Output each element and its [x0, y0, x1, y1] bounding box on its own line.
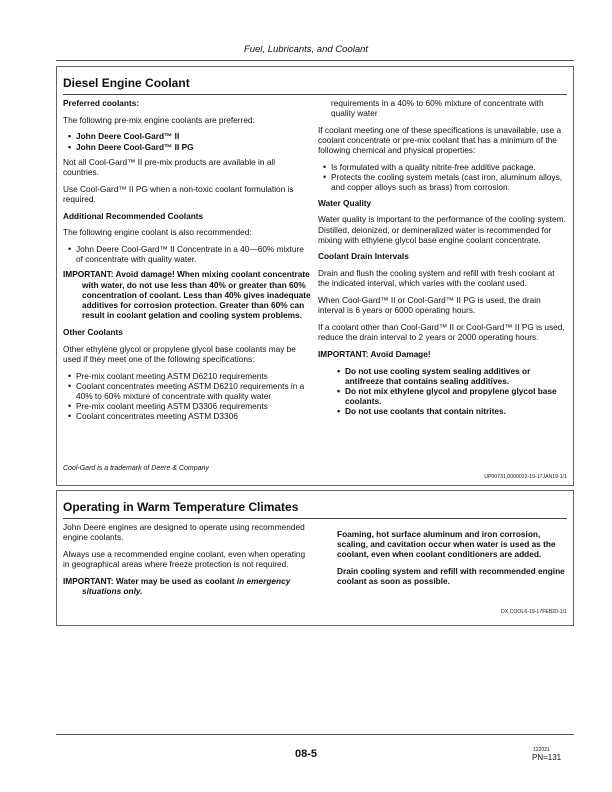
pg-note: Use Cool-Gard™ II PG when a non-toxic coolant formulation is required.: [63, 183, 294, 204]
running-header: Fuel, Lubricants, and Coolant: [243, 44, 369, 55]
diesel-coolant-section: [56, 66, 574, 486]
list-item: • Coolant concentrates meeting ASTM D3306: [63, 411, 311, 421]
drain-text: Drain and flush the cooling system and refill with fresh coolant at the indicated interval, which varies with the coolant used.: [318, 268, 555, 289]
right-column: [337, 529, 567, 593]
section-title: Operating in Warm Temperature Climates: [63, 500, 299, 514]
paragraph: Drain cooling system and refill with recommended engine coolant as soon as possible.: [337, 566, 565, 587]
right-column: [318, 98, 566, 422]
list-item: • John Deere Cool-Gard™ II: [63, 131, 311, 141]
preferred-heading: Preferred coolants:: [63, 98, 140, 108]
list-item: • Pre-mix coolant meeting ASTM D3306 requirements: [63, 401, 311, 411]
header-rule: [56, 60, 574, 61]
water-heading: Water Quality: [318, 197, 372, 208]
section-title: Diesel Engine Coolant: [63, 76, 190, 90]
title-rule: [63, 94, 567, 95]
footer-code: 122021: [533, 747, 550, 753]
list-item: • Pre-mix coolant meeting ASTM D6210 requirements: [63, 371, 311, 381]
paragraph: John Deere engines are designed to operate using recommended engine coolants.: [63, 522, 305, 543]
other-intro: Other ethylene glycol or propylene glycol base coolants may be used if they meet one of the following specifications:: [63, 343, 296, 364]
properties-list: [318, 162, 566, 193]
page-number: 08-5: [294, 748, 318, 760]
left-column: [63, 522, 311, 603]
footer-rule: [56, 734, 574, 735]
reference-code: DX,COOL6-19-17FEB20-1/1: [500, 609, 567, 615]
list-item: • Do not use cooling system sealing additives or antifreeze that contains sealing additives.: [332, 366, 566, 386]
water-text: Water quality is important to the performance of the cooling system. Distilled, deionized, or demineralized water is recommended for mixing with ethylene glycol base engine coolant concentrate.: [318, 214, 566, 245]
important-list: [332, 366, 566, 417]
important-emphasis: in emergency situations only.: [82, 575, 291, 597]
pn-label: PN=131: [532, 753, 562, 762]
important-lead: IMPORTANT: Water may be used as coolant: [63, 575, 237, 586]
paragraph: Foaming, hot surface aluminum and iron corrosion, scaling, and cavitation occur when water is used as the coolant, even when coolant conditioners are added.: [337, 529, 556, 560]
drain-other: If a coolant other than Cool-Gard™ II or Cool-Gard™ II PG is used, reduce the drain interval to 2 years or 2000 operating hours.: [318, 321, 565, 343]
trademark-note: Cool-Gard is a trademark of Deere & Company: [63, 465, 209, 472]
additional-intro: The following engine coolant is also recommended:: [63, 227, 252, 238]
list-item: • Do not mix ethylene glycol and propylene glycol base coolants.: [332, 386, 566, 406]
other-list: [63, 371, 311, 422]
list-item: • John Deere Cool-Gard™ II Concentrate in a 40—60% mixture of concentrate with quality water.: [63, 244, 311, 264]
if-unavailable: If coolant meeting one of these specifications is unavailable, use a coolant concentrate or pre-mix coolant that has a minimum of the following chemical and physical properties:: [318, 124, 562, 156]
list-item: • Is formulated with a quality nitrite-free additive package.: [318, 162, 566, 172]
drain-when: When Cool-Gard™ II or Cool-Gard™ II PG is used, the drain interval is 6 years or 6000 operating hours.: [318, 295, 541, 316]
reference-code: UP00731,0000022-19-17JAN19-1/1: [484, 474, 567, 480]
important-heading: IMPORTANT: Avoid Damage!: [318, 348, 431, 359]
additional-list: [63, 244, 311, 264]
left-column: [63, 98, 311, 427]
preferred-intro: The following pre-mix engine coolants are preferred:: [63, 114, 255, 125]
continued-item: requirements in a 40% to 60% mixture of concentrate with quality water: [331, 98, 544, 119]
additional-heading: Additional Recommended Coolants: [63, 210, 204, 221]
important-mixing: IMPORTANT: Avoid damage! When mixing coolant concentrate with water, do not use less than 40% or greater than 60% concentration of coolant. Less than 40% gives inadequate additives for corrosion protection. Greater than 60% can result in coolant gelation and cooling system problems.: [63, 269, 311, 321]
paragraph: Always use a recommended engine coolant, even when operating in geographical areas where freeze protection is not required.: [63, 548, 306, 570]
list-item: • Do not use coolants that contain nitrites.: [332, 406, 566, 416]
preferred-list: [63, 131, 311, 151]
list-item: • Protects the cooling system metals (cast iron, aluminum alloys, and copper alloys such as brass) from corrosion.: [318, 172, 566, 192]
important-water: [63, 576, 311, 596]
title-rule: [63, 518, 567, 519]
list-item: • Coolant concentrates meeting ASTM D6210 requirements in a 40% to 60% mixture of concentrate with quality water: [63, 381, 311, 401]
list-item: • John Deere Cool-Gard™ II PG: [63, 142, 311, 152]
drain-heading: Coolant Drain Intervals: [318, 251, 409, 262]
availability-note: Not all Cool-Gard™ II pre-mix products are available in all countries.: [63, 156, 276, 178]
other-heading: Other Coolants: [63, 326, 123, 337]
warm-climates-section: [56, 490, 574, 626]
